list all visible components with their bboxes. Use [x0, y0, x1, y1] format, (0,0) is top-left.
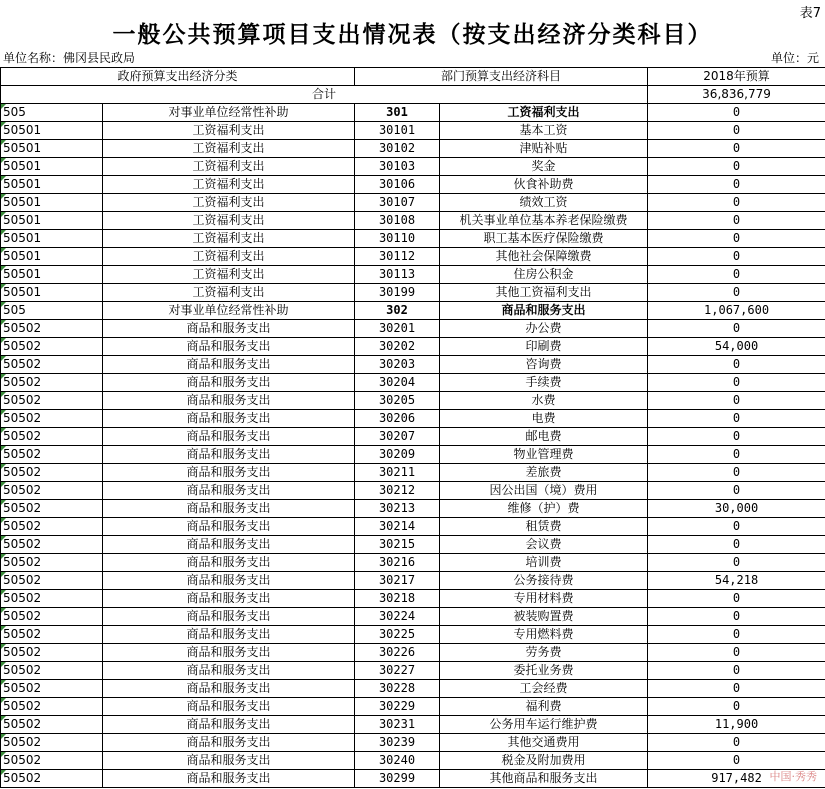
- amount-cell[interactable]: 11,900: [648, 716, 825, 734]
- table-row: [1, 716, 825, 734]
- table-row: [1, 770, 825, 788]
- econ-code-cell[interactable]: 30103: [355, 158, 440, 176]
- gov-name-cell[interactable]: 工资福利支出: [103, 284, 355, 302]
- amount-cell[interactable]: 0: [648, 428, 825, 446]
- amount-cell[interactable]: 0: [648, 176, 825, 194]
- gov-code-cell[interactable]: 50502: [1, 554, 103, 572]
- econ-name-cell[interactable]: 咨询费: [440, 356, 648, 374]
- econ-code-cell[interactable]: 302: [355, 302, 440, 320]
- econ-name-cell[interactable]: 被装购置费: [440, 608, 648, 626]
- gov-code-cell[interactable]: 50502: [1, 410, 103, 428]
- gov-name-cell[interactable]: 商品和服务支出: [103, 392, 355, 410]
- gov-name-cell[interactable]: 商品和服务支出: [103, 338, 355, 356]
- total-label: 合计: [1, 86, 648, 104]
- table-row: [1, 284, 825, 302]
- econ-code-cell[interactable]: 30204: [355, 374, 440, 392]
- econ-name-cell[interactable]: 会议费: [440, 536, 648, 554]
- econ-code-cell[interactable]: 30228: [355, 680, 440, 698]
- table-row: [1, 302, 825, 320]
- gov-name-cell[interactable]: 商品和服务支出: [103, 662, 355, 680]
- gov-code-cell[interactable]: 50502: [1, 500, 103, 518]
- table-row: [1, 356, 825, 374]
- gov-name-cell[interactable]: 商品和服务支出: [103, 446, 355, 464]
- amount-cell[interactable]: 0: [648, 554, 825, 572]
- gov-code-cell[interactable]: 50501: [1, 230, 103, 248]
- gov-code-cell[interactable]: 50502: [1, 644, 103, 662]
- gov-code-cell[interactable]: 50502: [1, 698, 103, 716]
- econ-name-cell[interactable]: 工资福利支出: [440, 104, 648, 122]
- econ-code-cell[interactable]: 30205: [355, 392, 440, 410]
- header-gov-category: 政府预算支出经济分类: [1, 68, 355, 86]
- gov-code-cell[interactable]: 50502: [1, 608, 103, 626]
- gov-code-cell[interactable]: 50502: [1, 392, 103, 410]
- gov-name-cell[interactable]: 商品和服务支出: [103, 770, 355, 788]
- econ-name-cell[interactable]: 劳务费: [440, 644, 648, 662]
- table-row: [1, 446, 825, 464]
- total-amount: 36,836,779: [648, 86, 825, 104]
- amount-cell[interactable]: 0: [648, 194, 825, 212]
- econ-code-cell[interactable]: 30202: [355, 338, 440, 356]
- gov-name-cell[interactable]: 对事业单位经常性补助: [103, 104, 355, 122]
- amount-cell[interactable]: 0: [648, 734, 825, 752]
- amount-cell[interactable]: 0: [648, 122, 825, 140]
- gov-name-cell[interactable]: 商品和服务支出: [103, 572, 355, 590]
- gov-code-cell[interactable]: 50502: [1, 680, 103, 698]
- gov-code-cell[interactable]: 50502: [1, 734, 103, 752]
- amount-cell[interactable]: 0: [648, 680, 825, 698]
- econ-name-cell[interactable]: 其他商品和服务支出: [440, 770, 648, 788]
- table-row: [1, 212, 825, 230]
- currency-unit: 单位：元: [770, 51, 819, 65]
- table-row: [1, 644, 825, 662]
- amount-cell[interactable]: 0: [648, 410, 825, 428]
- econ-name-cell[interactable]: 专用燃料费: [440, 626, 648, 644]
- amount-cell[interactable]: 0: [648, 392, 825, 410]
- amount-cell[interactable]: 0: [648, 626, 825, 644]
- econ-name-cell[interactable]: 委托业务费: [440, 662, 648, 680]
- econ-code-cell[interactable]: 30299: [355, 770, 440, 788]
- gov-name-cell[interactable]: 工资福利支出: [103, 212, 355, 230]
- gov-name-cell[interactable]: 工资福利支出: [103, 266, 355, 284]
- econ-code-cell[interactable]: 30227: [355, 662, 440, 680]
- gov-code-cell[interactable]: 50502: [1, 446, 103, 464]
- gov-name-cell[interactable]: 工资福利支出: [103, 194, 355, 212]
- econ-name-cell[interactable]: 办公费: [440, 320, 648, 338]
- gov-name-cell[interactable]: 工资福利支出: [103, 122, 355, 140]
- econ-name-cell[interactable]: 其他交通费用: [440, 734, 648, 752]
- econ-name-cell[interactable]: 奖金: [440, 158, 648, 176]
- gov-code-cell[interactable]: 50502: [1, 536, 103, 554]
- gov-name-cell[interactable]: 商品和服务支出: [103, 626, 355, 644]
- gov-name-cell[interactable]: 商品和服务支出: [103, 428, 355, 446]
- econ-name-cell[interactable]: 工会经费: [440, 680, 648, 698]
- gov-name-cell[interactable]: 商品和服务支出: [103, 752, 355, 770]
- amount-cell[interactable]: 0: [648, 518, 825, 536]
- total-row: [1, 86, 825, 104]
- gov-name-cell[interactable]: 商品和服务支出: [103, 356, 355, 374]
- gov-name-cell[interactable]: 商品和服务支出: [103, 374, 355, 392]
- amount-cell[interactable]: 0: [648, 698, 825, 716]
- amount-cell[interactable]: 0: [648, 464, 825, 482]
- watermark-text: 中国·秀秀: [769, 770, 817, 783]
- table-row: [1, 572, 825, 590]
- gov-code-cell[interactable]: 50502: [1, 752, 103, 770]
- gov-code-cell[interactable]: 50502: [1, 518, 103, 536]
- econ-code-cell[interactable]: 30207: [355, 428, 440, 446]
- gov-name-cell[interactable]: 商品和服务支出: [103, 482, 355, 500]
- gov-code-cell[interactable]: 50502: [1, 770, 103, 788]
- econ-code-cell[interactable]: 30226: [355, 644, 440, 662]
- table-row: [1, 464, 825, 482]
- amount-cell[interactable]: 0: [648, 140, 825, 158]
- gov-code-cell[interactable]: 50501: [1, 212, 103, 230]
- econ-name-cell[interactable]: 电费: [440, 410, 648, 428]
- gov-name-cell[interactable]: 工资福利支出: [103, 158, 355, 176]
- title-row: [0, 20, 825, 49]
- table-row: [1, 428, 825, 446]
- econ-name-cell[interactable]: 专用材料费: [440, 590, 648, 608]
- gov-code-cell[interactable]: 50501: [1, 140, 103, 158]
- econ-name-cell[interactable]: 手续费: [440, 374, 648, 392]
- amount-cell[interactable]: 0: [648, 284, 825, 302]
- gov-name-cell[interactable]: 商品和服务支出: [103, 698, 355, 716]
- econ-name-cell[interactable]: 差旅费: [440, 464, 648, 482]
- econ-name-cell[interactable]: 邮电费: [440, 428, 648, 446]
- gov-name-cell[interactable]: 商品和服务支出: [103, 320, 355, 338]
- gov-code-cell[interactable]: 50501: [1, 266, 103, 284]
- econ-code-cell[interactable]: 30212: [355, 482, 440, 500]
- econ-code-cell[interactable]: 30240: [355, 752, 440, 770]
- gov-code-cell[interactable]: 50501: [1, 284, 103, 302]
- econ-name-cell[interactable]: 商品和服务支出: [440, 302, 648, 320]
- amount-cell[interactable]: 0: [648, 158, 825, 176]
- gov-code-cell[interactable]: 50501: [1, 122, 103, 140]
- table-row: [1, 752, 825, 770]
- gov-name-cell[interactable]: 商品和服务支出: [103, 410, 355, 428]
- econ-name-cell[interactable]: 其他工资福利支出: [440, 284, 648, 302]
- amount-cell[interactable]: 1,067,600: [648, 302, 825, 320]
- unit-row: [0, 49, 825, 67]
- econ-name-cell[interactable]: 伙食补助费: [440, 176, 648, 194]
- table-row: [1, 194, 825, 212]
- amount-cell[interactable]: 0: [648, 644, 825, 662]
- econ-name-cell[interactable]: 津贴补贴: [440, 140, 648, 158]
- econ-code-cell[interactable]: 30239: [355, 734, 440, 752]
- gov-name-cell[interactable]: 商品和服务支出: [103, 644, 355, 662]
- table-row: [1, 518, 825, 536]
- amount-cell[interactable]: 0: [648, 662, 825, 680]
- watermark-logo: [770, 768, 818, 784]
- gov-name-cell[interactable]: 商品和服务支出: [103, 716, 355, 734]
- table-row: [1, 140, 825, 158]
- amount-cell[interactable]: 0: [648, 446, 825, 464]
- table-row: [1, 662, 825, 680]
- econ-code-cell[interactable]: 30216: [355, 554, 440, 572]
- amount-cell[interactable]: 0: [648, 104, 825, 122]
- gov-name-cell[interactable]: 工资福利支出: [103, 230, 355, 248]
- gov-code-cell[interactable]: 50501: [1, 248, 103, 266]
- table-row: [1, 158, 825, 176]
- amount-cell[interactable]: 0: [648, 356, 825, 374]
- econ-code-cell[interactable]: 30110: [355, 230, 440, 248]
- econ-name-cell[interactable]: 住房公积金: [440, 266, 648, 284]
- gov-code-cell[interactable]: 50502: [1, 626, 103, 644]
- page-title: 一般公共预算项目支出情况表（按支出经济分类科目）: [112, 21, 713, 48]
- table-row: [1, 230, 825, 248]
- econ-code-cell[interactable]: 30211: [355, 464, 440, 482]
- table-row: [1, 608, 825, 626]
- gov-code-cell[interactable]: 505: [1, 302, 103, 320]
- gov-name-cell[interactable]: 商品和服务支出: [103, 734, 355, 752]
- gov-code-cell[interactable]: 50501: [1, 158, 103, 176]
- econ-name-cell[interactable]: 水费: [440, 392, 648, 410]
- gov-name-cell[interactable]: 对事业单位经常性补助: [103, 302, 355, 320]
- econ-code-cell[interactable]: 30107: [355, 194, 440, 212]
- econ-name-cell[interactable]: 其他社会保障缴费: [440, 248, 648, 266]
- gov-code-cell[interactable]: 50502: [1, 590, 103, 608]
- econ-name-cell[interactable]: 机关事业单位基本养老保险缴费: [440, 212, 648, 230]
- gov-name-cell[interactable]: 商品和服务支出: [103, 608, 355, 626]
- amount-cell[interactable]: 0: [648, 608, 825, 626]
- table-row: [1, 698, 825, 716]
- gov-name-cell[interactable]: 工资福利支出: [103, 140, 355, 158]
- gov-code-cell[interactable]: 50501: [1, 194, 103, 212]
- table-row: [1, 626, 825, 644]
- table-row: [1, 410, 825, 428]
- gov-name-cell[interactable]: 工资福利支出: [103, 248, 355, 266]
- econ-code-cell[interactable]: 30224: [355, 608, 440, 626]
- amount-cell[interactable]: 917,482: [648, 770, 825, 788]
- table-row: [1, 104, 825, 122]
- gov-name-cell[interactable]: 商品和服务支出: [103, 680, 355, 698]
- econ-code-cell[interactable]: 30209: [355, 446, 440, 464]
- amount-cell[interactable]: 0: [648, 536, 825, 554]
- budget-table: [0, 67, 825, 788]
- table-row: [1, 266, 825, 284]
- econ-name-cell[interactable]: 维修（护）费: [440, 500, 648, 518]
- gov-code-cell[interactable]: 50502: [1, 428, 103, 446]
- amount-cell[interactable]: 0: [648, 320, 825, 338]
- gov-code-cell[interactable]: 50501: [1, 176, 103, 194]
- econ-name-cell[interactable]: 印刷费: [440, 338, 648, 356]
- amount-cell[interactable]: 0: [648, 482, 825, 500]
- amount-cell[interactable]: 30,000: [648, 500, 825, 518]
- header-budget: 2018年预算: [648, 68, 825, 86]
- gov-code-cell[interactable]: 50502: [1, 662, 103, 680]
- table-number: 表7: [799, 6, 821, 21]
- table-row: [1, 248, 825, 266]
- table-row: [1, 500, 825, 518]
- econ-code-cell[interactable]: 30225: [355, 626, 440, 644]
- econ-code-cell[interactable]: 30215: [355, 536, 440, 554]
- econ-code-cell[interactable]: 30206: [355, 410, 440, 428]
- amount-cell[interactable]: 0: [648, 266, 825, 284]
- econ-code-cell[interactable]: 30102: [355, 140, 440, 158]
- econ-name-cell[interactable]: 培训费: [440, 554, 648, 572]
- econ-code-cell[interactable]: 30218: [355, 590, 440, 608]
- table-row: [1, 122, 825, 140]
- table-row: [1, 392, 825, 410]
- econ-name-cell[interactable]: 因公出国（境）费用: [440, 482, 648, 500]
- amount-cell[interactable]: 0: [648, 752, 825, 770]
- econ-name-cell[interactable]: 物业管理费: [440, 446, 648, 464]
- econ-code-cell[interactable]: 30108: [355, 212, 440, 230]
- amount-cell[interactable]: 54,000: [648, 338, 825, 356]
- gov-code-cell[interactable]: 50502: [1, 356, 103, 374]
- table-row: [1, 482, 825, 500]
- econ-name-cell[interactable]: 公务用车运行维护费: [440, 716, 648, 734]
- econ-code-cell[interactable]: 30214: [355, 518, 440, 536]
- table-row: [1, 320, 825, 338]
- econ-code-cell[interactable]: 30229: [355, 698, 440, 716]
- unit-name: 单位名称：佛冈县民政局: [3, 51, 136, 65]
- tag-row: [0, 0, 825, 20]
- gov-name-cell[interactable]: 商品和服务支出: [103, 518, 355, 536]
- gov-name-cell[interactable]: 商品和服务支出: [103, 464, 355, 482]
- gov-name-cell[interactable]: 商品和服务支出: [103, 536, 355, 554]
- econ-code-cell[interactable]: 30217: [355, 572, 440, 590]
- econ-code-cell[interactable]: 30213: [355, 500, 440, 518]
- econ-name-cell[interactable]: 绩效工资: [440, 194, 648, 212]
- gov-code-cell[interactable]: 505: [1, 104, 103, 122]
- econ-code-cell[interactable]: 30199: [355, 284, 440, 302]
- econ-code-cell[interactable]: 30201: [355, 320, 440, 338]
- amount-cell[interactable]: 0: [648, 374, 825, 392]
- econ-code-cell[interactable]: 30112: [355, 248, 440, 266]
- gov-code-cell[interactable]: 50502: [1, 572, 103, 590]
- econ-name-cell[interactable]: 公务接待费: [440, 572, 648, 590]
- econ-name-cell[interactable]: 基本工资: [440, 122, 648, 140]
- table-row: [1, 590, 825, 608]
- gov-name-cell[interactable]: 工资福利支出: [103, 176, 355, 194]
- econ-code-cell[interactable]: 30203: [355, 356, 440, 374]
- table-row: [1, 338, 825, 356]
- amount-cell[interactable]: 0: [648, 248, 825, 266]
- gov-code-cell[interactable]: 50502: [1, 716, 103, 734]
- econ-code-cell[interactable]: 30231: [355, 716, 440, 734]
- gov-code-cell[interactable]: 50502: [1, 482, 103, 500]
- table-row: [1, 734, 825, 752]
- header-row: [1, 68, 825, 86]
- econ-name-cell[interactable]: 税金及附加费用: [440, 752, 648, 770]
- econ-code-cell[interactable]: 30113: [355, 266, 440, 284]
- table-row: [1, 554, 825, 572]
- gov-name-cell[interactable]: 商品和服务支出: [103, 590, 355, 608]
- header-dept-category: 部门预算支出经济科目: [355, 68, 648, 86]
- amount-cell[interactable]: 0: [648, 590, 825, 608]
- econ-code-cell[interactable]: 30106: [355, 176, 440, 194]
- econ-code-cell[interactable]: 30101: [355, 122, 440, 140]
- econ-code-cell[interactable]: 301: [355, 104, 440, 122]
- amount-cell[interactable]: 54,218: [648, 572, 825, 590]
- gov-code-cell[interactable]: 50502: [1, 374, 103, 392]
- econ-name-cell[interactable]: 职工基本医疗保险缴费: [440, 230, 648, 248]
- table-row: [1, 536, 825, 554]
- table-row: [1, 680, 825, 698]
- amount-cell[interactable]: 0: [648, 230, 825, 248]
- gov-code-cell[interactable]: 50502: [1, 320, 103, 338]
- gov-name-cell[interactable]: 商品和服务支出: [103, 554, 355, 572]
- gov-code-cell[interactable]: 50502: [1, 464, 103, 482]
- gov-code-cell[interactable]: 50502: [1, 338, 103, 356]
- table-row: [1, 374, 825, 392]
- table-row: [1, 176, 825, 194]
- gov-name-cell[interactable]: 商品和服务支出: [103, 500, 355, 518]
- econ-name-cell[interactable]: 福利费: [440, 698, 648, 716]
- econ-name-cell[interactable]: 租赁费: [440, 518, 648, 536]
- amount-cell[interactable]: 0: [648, 212, 825, 230]
